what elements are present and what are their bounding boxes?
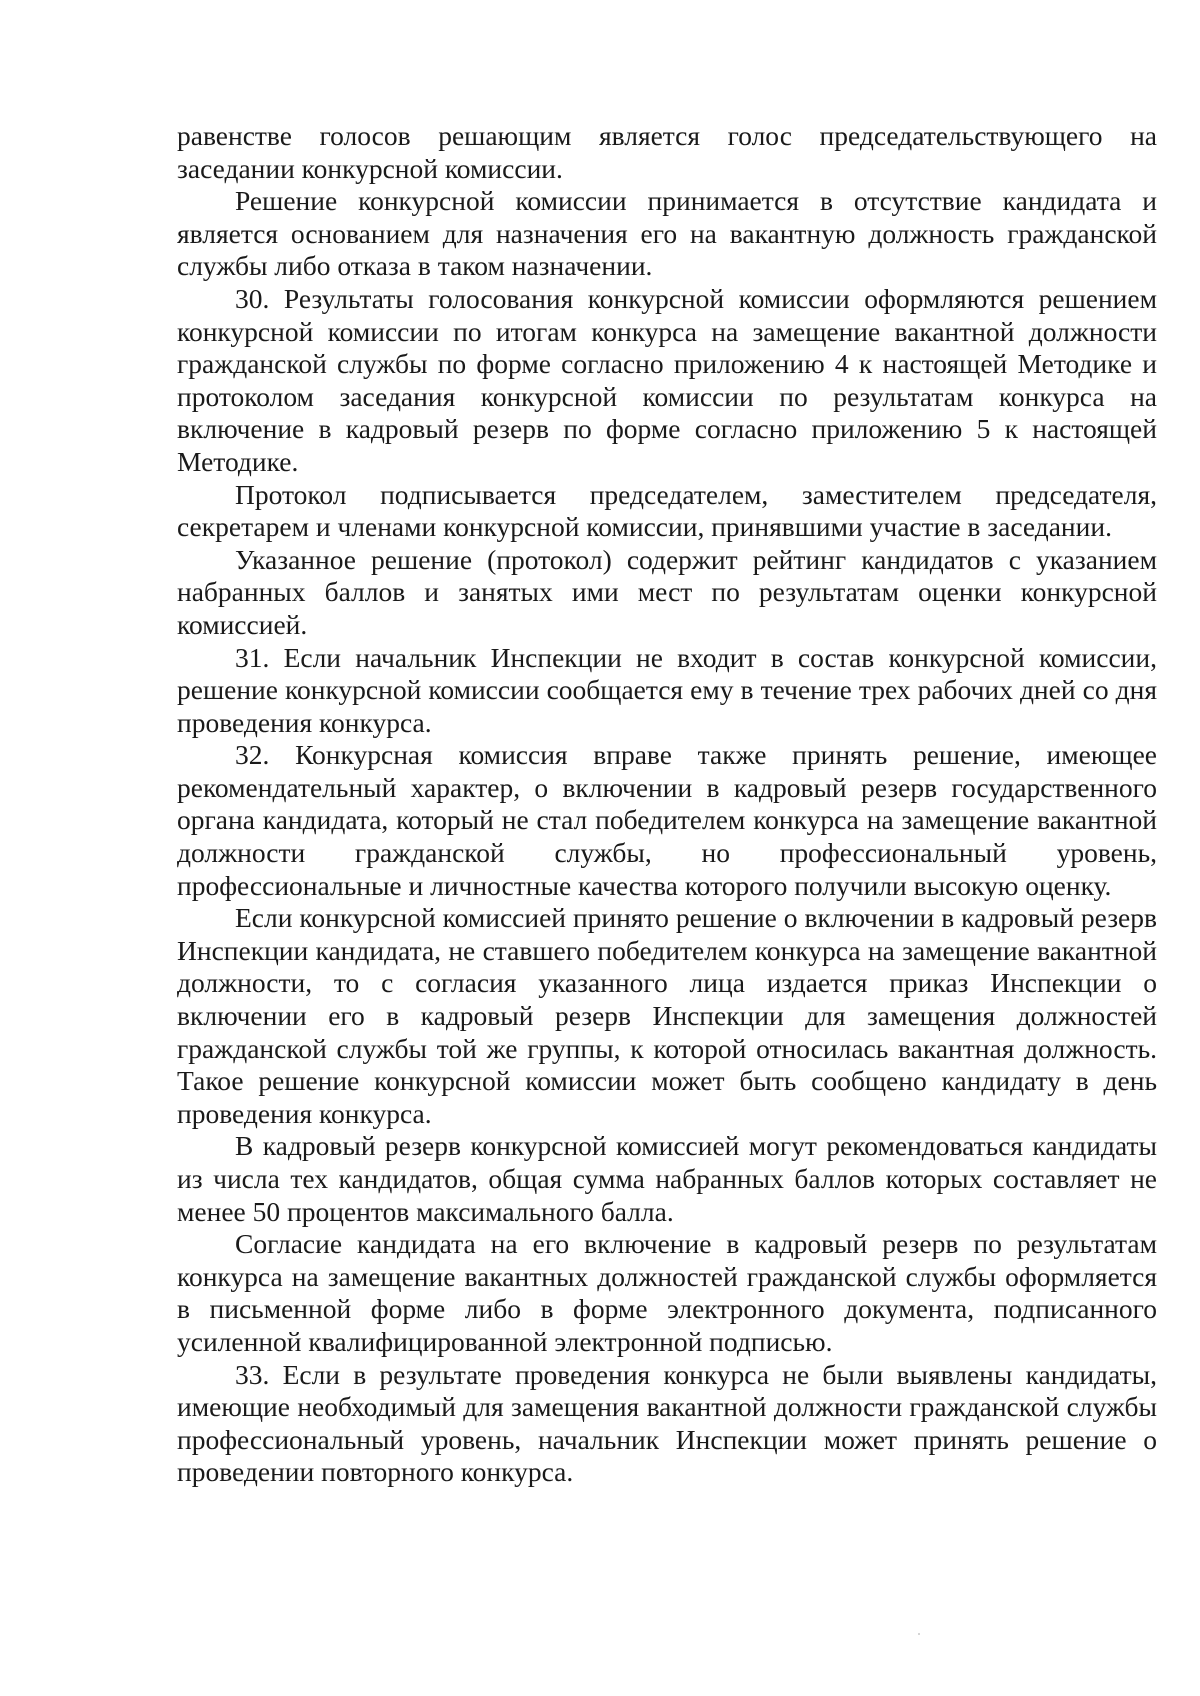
paragraph-reserve-order: Если конкурсной комиссией принято решение о включении в кадровый резерв Инспекции кандидата, не ставшего победителем конкурса на замещение вакантной должности, то с согласия указанного лица издается приказ Инспекции о включении его в кадровый резерв Инспекции для замещения должностей гражданской службы той же группы, к которой относилась вакантная должность. Такое решение конкурсной комиссии может быть сообщено кандидату в день проведения конкурса. [177, 902, 1157, 1129]
paragraph-item-31: 31. Если начальник Инспекции не входит в состав конкурсной комиссии, решение конкурсной комиссии сообщается ему в течение трех рабочих дней со дня проведения конкурса. [177, 641, 1157, 738]
paragraph-continuation-voting: равенстве голосов решающим является голос председательствующего на заседании конкурсной комиссии. [177, 120, 1157, 184]
paragraph-consent: Согласие кандидата на его включение в кадровый резерв по результатам конкурса на замещение вакантных должностей гражданской службы оформляется в письменной форме либо в форме электронного документа, подписанного усиленной квалифицированной электронной подписью. [177, 1228, 1157, 1357]
paragraph-item-33: 33. Если в результате проведения конкурса не были выявлены кандидаты, имеющие необходимый для замещения вакантной должности гражданской службы профессиональный уровень, начальник Инспекции может принять решение о проведении повторного конкурса. [177, 1358, 1157, 1488]
paragraph-protocol-signing: Протокол подписывается председателем, заместителем председателя, секретарем и членами конкурсной комиссии, принявшими участие в заседании. [177, 478, 1157, 543]
scan-speck [918, 1633, 920, 1635]
paragraph-rating: Указанное решение (протокол) содержит рейтинг кандидатов с указанием набранных баллов и занятых ими мест по результатам оценки конкурсной комиссией. [177, 543, 1157, 640]
paragraph-item-30: 30. Результаты голосования конкурсной комиссии оформляются решением конкурсной комиссии по итогам конкурса на замещение вакантной должности гражданской службы по форме согласно приложению 4 к настоящей Методике и протоколом заседания конкурсной комиссии по результатам конкурса на включение в кадровый резерв по форме согласно приложению 5 к настоящей Методике. [177, 282, 1157, 477]
paragraph-item-32: 32. Конкурсная комиссия вправе также принять решение, имеющее рекомендательный характер, о включении в кадровый резерв государственного органа кандидата, который не стал победителем конкурса на замещение вакантной должности гражданской службы, но профессиональный уровень, профессиональные и личностные качества которого получили высокую оценку. [177, 739, 1157, 901]
paragraph-reserve-threshold: В кадровый резерв конкурсной комиссией могут рекомендоваться кандидаты из числа тех кандидатов, общая сумма набранных баллов которых составляет не менее 50 процентов максимального балла. [177, 1130, 1157, 1227]
paragraph-decision-absence: Решение конкурсной комиссии принимается в отсутствие кандидата и является основанием для назначения его на вакантную должность гражданской службы либо отказа в таком назначении. [177, 185, 1157, 282]
document-body [177, 120, 1157, 1489]
